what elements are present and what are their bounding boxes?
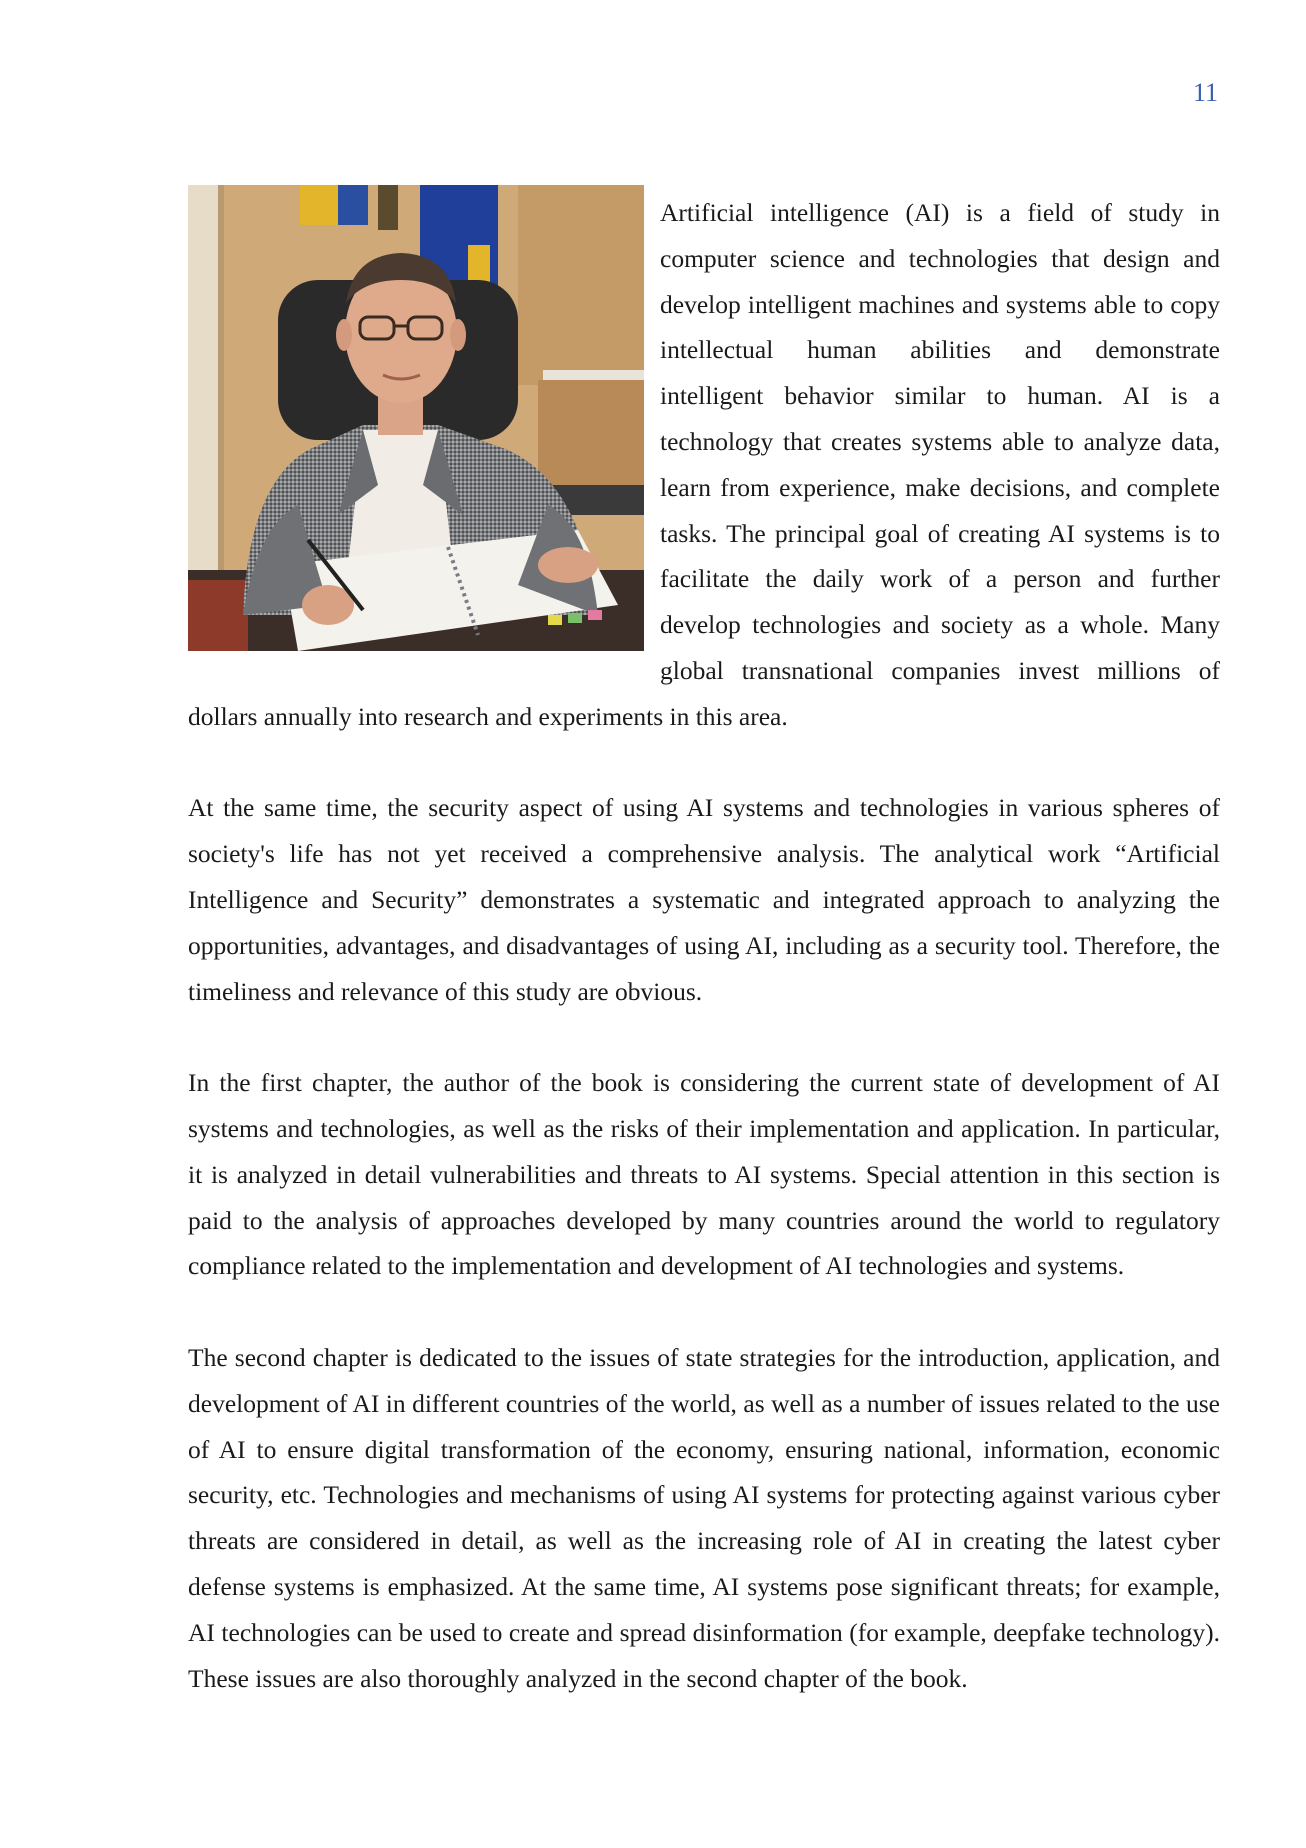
page-body bbox=[188, 190, 1220, 1747]
page-number: 11 bbox=[1192, 78, 1218, 107]
paragraph-second-chapter: The second chapter is dedicated to the issues of state strategies for the introduction, application, and development of AI in different countries of the world, as well as a number of issues related to the use of AI to ensure digital transformation of the economy, ensuring national, information, economic security, etc. Technologies and mechanisms of using AI systems for protecting against various cyber threats are considered in detail, as well as the increasing role of AI in creating the latest cyber defense systems is emphasized. At the same time, AI systems pose significant threats; for example, AI technologies can be used to create and spread disinformation (for example, deepfake technology). These issues are also thoroughly analyzed in the second chapter of the book. bbox=[188, 1342, 1220, 1693]
portrait-photo-icon bbox=[188, 185, 644, 651]
paragraph-first-chapter: In the first chapter, the author of the book is considering the current state of development of AI systems and technologies, as well as the risks of their implementation and application. In particular, it is analyzed in detail vulnerabilities and threats to AI systems. Special attention in this section is paid to the analysis of approaches developed by many countries around the world to regulatory compliance related to the implementation and development of AI technologies and systems. bbox=[188, 1068, 1220, 1281]
paragraph-security: At the same time, the security aspect of using AI systems and technologies in various spheres of society's life has not yet received a comprehensive analysis. The analytical work “Artificial Intelligence and Security” demonstrates a systematic and integrated approach to analyzing the opportunities, advantages, and disadvantages of using AI, including as a security tool. Therefore, the timeliness and relevance of this study are obvious. bbox=[188, 793, 1220, 1006]
paragraph-intro: Artificial intelligence (AI) is a field of study in computer science and technologies that design and develop intelligent machines and systems able to copy intellectual human abilities and demonstrate intelligent behavior similar to human. AI is a technology that creates systems able to analyze data, learn from experience, make decisions, and complete tasks. The principal goal of creating AI systems is to facilitate the daily work of a person and further develop technologies and society as a whole. Many global transnational companies invest millions of dollars annually into research and experiments in this area. bbox=[188, 198, 1220, 731]
